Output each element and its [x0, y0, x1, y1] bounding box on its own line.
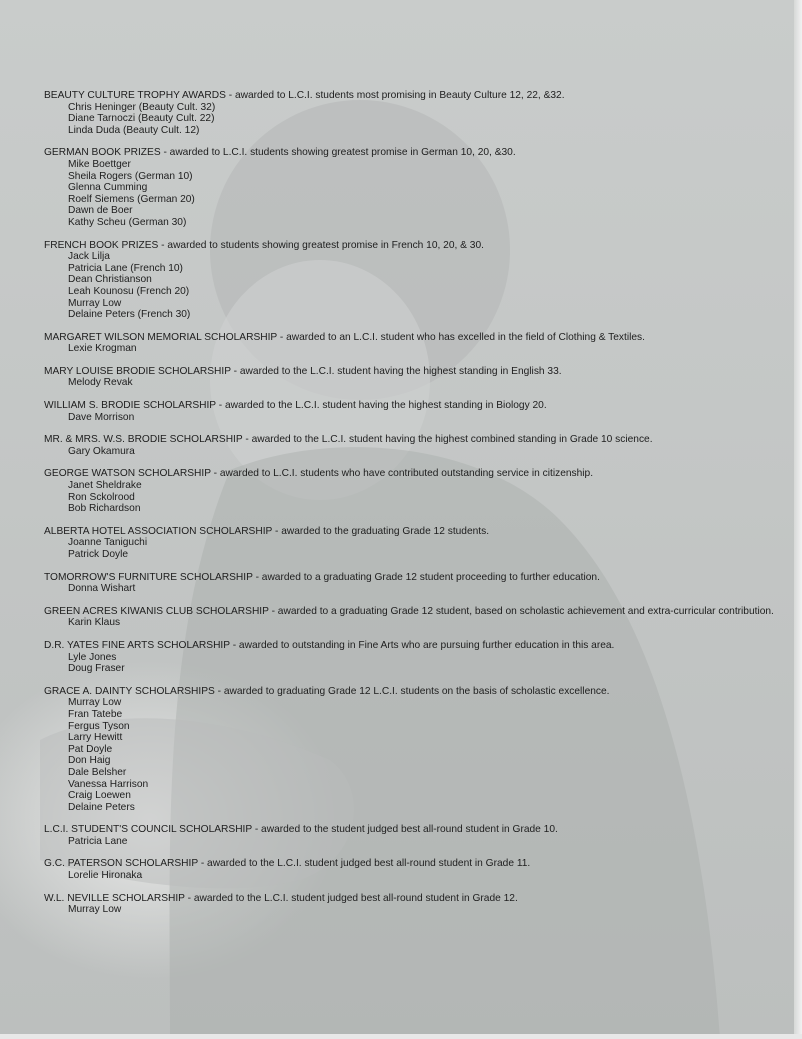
winner-name: Dean Christianson [68, 274, 152, 286]
award-heading [44, 640, 774, 652]
award-title: TOMORROW'S FURNITURE SCHOLARSHIP [44, 571, 253, 583]
award-entry [44, 640, 774, 675]
award-description: - awarded to L.C.I. students most promising in Beauty Culture 12, 22, &32. [225, 90, 565, 101]
winner-list [44, 446, 774, 458]
award-description: - awarded to a graduating Grade 12 student proceeding to further education. [252, 571, 600, 583]
winner-name: Patrick Doyle [68, 549, 129, 560]
winner-name: Murray Low [68, 297, 122, 309]
winner-list [44, 904, 774, 916]
winner-list [44, 583, 774, 595]
award-description: - awarded to students showing greatest promise in French 10, 20, & 30. [158, 239, 484, 251]
winner-name: Leah Kounosu (French 20) [68, 285, 190, 297]
winner-list [44, 343, 774, 355]
winner-name: Dave Morrison [68, 411, 135, 423]
award-title: MR. & MRS. W.S. BRODIE SCHOLARSHIP [44, 434, 243, 446]
award-entry [44, 332, 774, 355]
award-title: GERMAN BOOK PRIZES [44, 147, 161, 159]
winner-name: Roelf Siemens (German 20) [68, 193, 195, 205]
award-description: - awarded to outstanding in Fine Arts who are pursuing further education in this area. [229, 639, 615, 651]
award-title: G.C. PATERSON SCHOLARSHIP [44, 858, 198, 870]
winner-name: Gary Okamura [68, 445, 135, 457]
award-description: - awarded to a graduating Grade 12 student, based on scholastic achievement and extra-curricular contribution. [268, 605, 774, 617]
award-heading [44, 240, 774, 252]
winner-name: Janet Sheldrake [68, 480, 142, 492]
award-description: - awarded to the L.C.I. student having the highest combined standing in Grade 10 science. [242, 434, 653, 446]
winner-name: Kathy Scheu (German 30) [68, 216, 187, 228]
winner-list [44, 537, 774, 560]
award-heading [44, 526, 774, 538]
winner-name: Linda Duda (Beauty Cult. 12) [68, 124, 200, 136]
winner-name: Lorelie Hironaka [68, 870, 143, 882]
award-entry [44, 468, 774, 514]
award-heading [44, 147, 774, 159]
winner-list [44, 836, 774, 848]
winner-name: Lyle Jones [68, 651, 117, 663]
winner-name: Vanessa Harrison [68, 778, 149, 790]
award-title: ALBERTA HOTEL ASSOCIATION SCHOLARSHIP [44, 525, 273, 537]
winner-name: Dawn de Boer [68, 205, 133, 217]
winner-list [44, 870, 774, 882]
winner-name: Fran Tatebe [68, 708, 123, 720]
award-description: - awarded to the L.C.I. student having the highest standing in English 33. [230, 365, 562, 377]
award-entry [44, 400, 774, 423]
winner-name: Don Haig [68, 755, 111, 767]
award-title: BEAUTY CULTURE TROPHY AWARDS [44, 90, 226, 101]
award-description: - awarded to the L.C.I. student having the highest standing in Biology 20. [215, 400, 547, 412]
award-title: WILLIAM S. BRODIE SCHOLARSHIP [44, 400, 216, 412]
winner-name: Sheila Rogers (German 10) [68, 170, 193, 182]
award-heading [44, 858, 774, 870]
winner-name: Glenna Cumming [68, 182, 148, 194]
award-title: D.R. YATES FINE ARTS SCHOLARSHIP [44, 639, 230, 651]
award-description: - awarded to an L.C.I. student who has excelled in the field of Clothing & Textiles. [277, 331, 645, 343]
award-title: GRACE A. DAINTY SCHOLARSHIPS [44, 685, 215, 697]
award-entry [44, 572, 774, 595]
winner-name: Dale Belsher [68, 766, 127, 778]
award-title: MARGARET WILSON MEMORIAL SCHOLARSHIP [44, 331, 278, 343]
award-entry [44, 858, 774, 881]
award-description: - awarded to the L.C.I. student judged best all-round student in Grade 12. [184, 892, 518, 904]
award-entry [44, 434, 774, 457]
award-title: FRENCH BOOK PRIZES [44, 239, 159, 251]
award-heading [44, 400, 774, 412]
awards-list [44, 90, 774, 927]
winner-name: Pat Doyle [68, 743, 113, 755]
winner-list [44, 412, 774, 424]
winner-name: Mike Boettger [68, 158, 131, 170]
winner-list [44, 159, 774, 229]
winner-name: Diane Tarnoczi (Beauty Cult. 22) [68, 113, 215, 125]
winner-name: Larry Hewitt [68, 732, 123, 744]
award-entry [44, 824, 774, 847]
winner-name: Delaine Peters (French 30) [68, 309, 191, 321]
award-entry [44, 526, 774, 561]
award-entry [44, 606, 774, 629]
winner-name: Chris Heninger (Beauty Cult. 32) [68, 101, 216, 113]
award-description: - awarded to graduating Grade 12 L.C.I. students on the basis of scholastic excellence. [214, 685, 610, 697]
award-heading [44, 824, 774, 836]
winner-name: Fergus Tyson [68, 720, 130, 732]
winner-name: Patricia Lane (French 10) [68, 262, 183, 274]
award-entry [44, 240, 774, 321]
winner-name: Ron Sckolrood [68, 491, 135, 503]
award-description: - awarded to the student judged best all-round student in Grade 10. [252, 824, 558, 836]
winner-name: Delaine Peters [68, 801, 135, 813]
award-description: - awarded to the L.C.I. student judged best all-round student in Grade 11. [197, 858, 531, 870]
winner-name: Karin Klaus [68, 617, 121, 629]
winner-name: Doug Fraser [68, 663, 125, 675]
award-entry [44, 686, 774, 814]
award-heading [44, 572, 774, 584]
winner-list [44, 102, 774, 137]
award-heading [44, 686, 774, 698]
winner-name: Jack Lilja [68, 251, 110, 263]
award-title: W.L. NEVILLE SCHOLARSHIP [44, 892, 185, 904]
winner-list [44, 251, 774, 321]
award-entry [44, 90, 774, 136]
award-title: GEORGE WATSON SCHOLARSHIP [44, 468, 211, 480]
award-heading [44, 468, 774, 480]
winner-name: Donna Wishart [68, 583, 136, 595]
award-description: - awarded to L.C.I. students who have contributed outstanding service in citizenship. [210, 468, 594, 480]
award-description: - awarded to the graduating Grade 12 students. [272, 525, 490, 537]
award-title: MARY LOUISE BRODIE SCHOLARSHIP [44, 365, 231, 377]
award-description: - awarded to L.C.I. students showing greatest promise in German 10, 20, &30. [160, 147, 516, 159]
award-entry [44, 893, 774, 916]
winner-name: Melody Revak [68, 377, 133, 389]
award-heading [44, 893, 774, 905]
winner-list [44, 617, 774, 629]
winner-name: Patricia Lane [68, 835, 128, 847]
award-title: GREEN ACRES KIWANIS CLUB SCHOLARSHIP [44, 605, 269, 617]
winner-list [44, 480, 774, 515]
winner-name: Bob Richardson [68, 503, 141, 515]
winner-list [44, 697, 774, 813]
winner-name: Joanne Taniguchi [68, 537, 148, 549]
winner-name: Lexie Krogman [68, 343, 137, 355]
page-edge-right [794, 0, 802, 1039]
winner-name: Craig Loewen [68, 790, 131, 802]
winner-name: Murray Low [68, 904, 122, 916]
award-heading [44, 90, 774, 102]
winner-name: Murray Low [68, 697, 122, 709]
award-entry [44, 147, 774, 228]
award-entry [44, 366, 774, 389]
winner-list [44, 377, 774, 389]
award-heading [44, 606, 774, 618]
award-heading [44, 332, 774, 344]
page-edge-bottom [0, 1034, 802, 1039]
award-heading [44, 366, 774, 378]
award-title: L.C.I. STUDENT'S COUNCIL SCHOLARSHIP [44, 824, 252, 836]
winner-list [44, 652, 774, 675]
award-heading [44, 434, 774, 446]
